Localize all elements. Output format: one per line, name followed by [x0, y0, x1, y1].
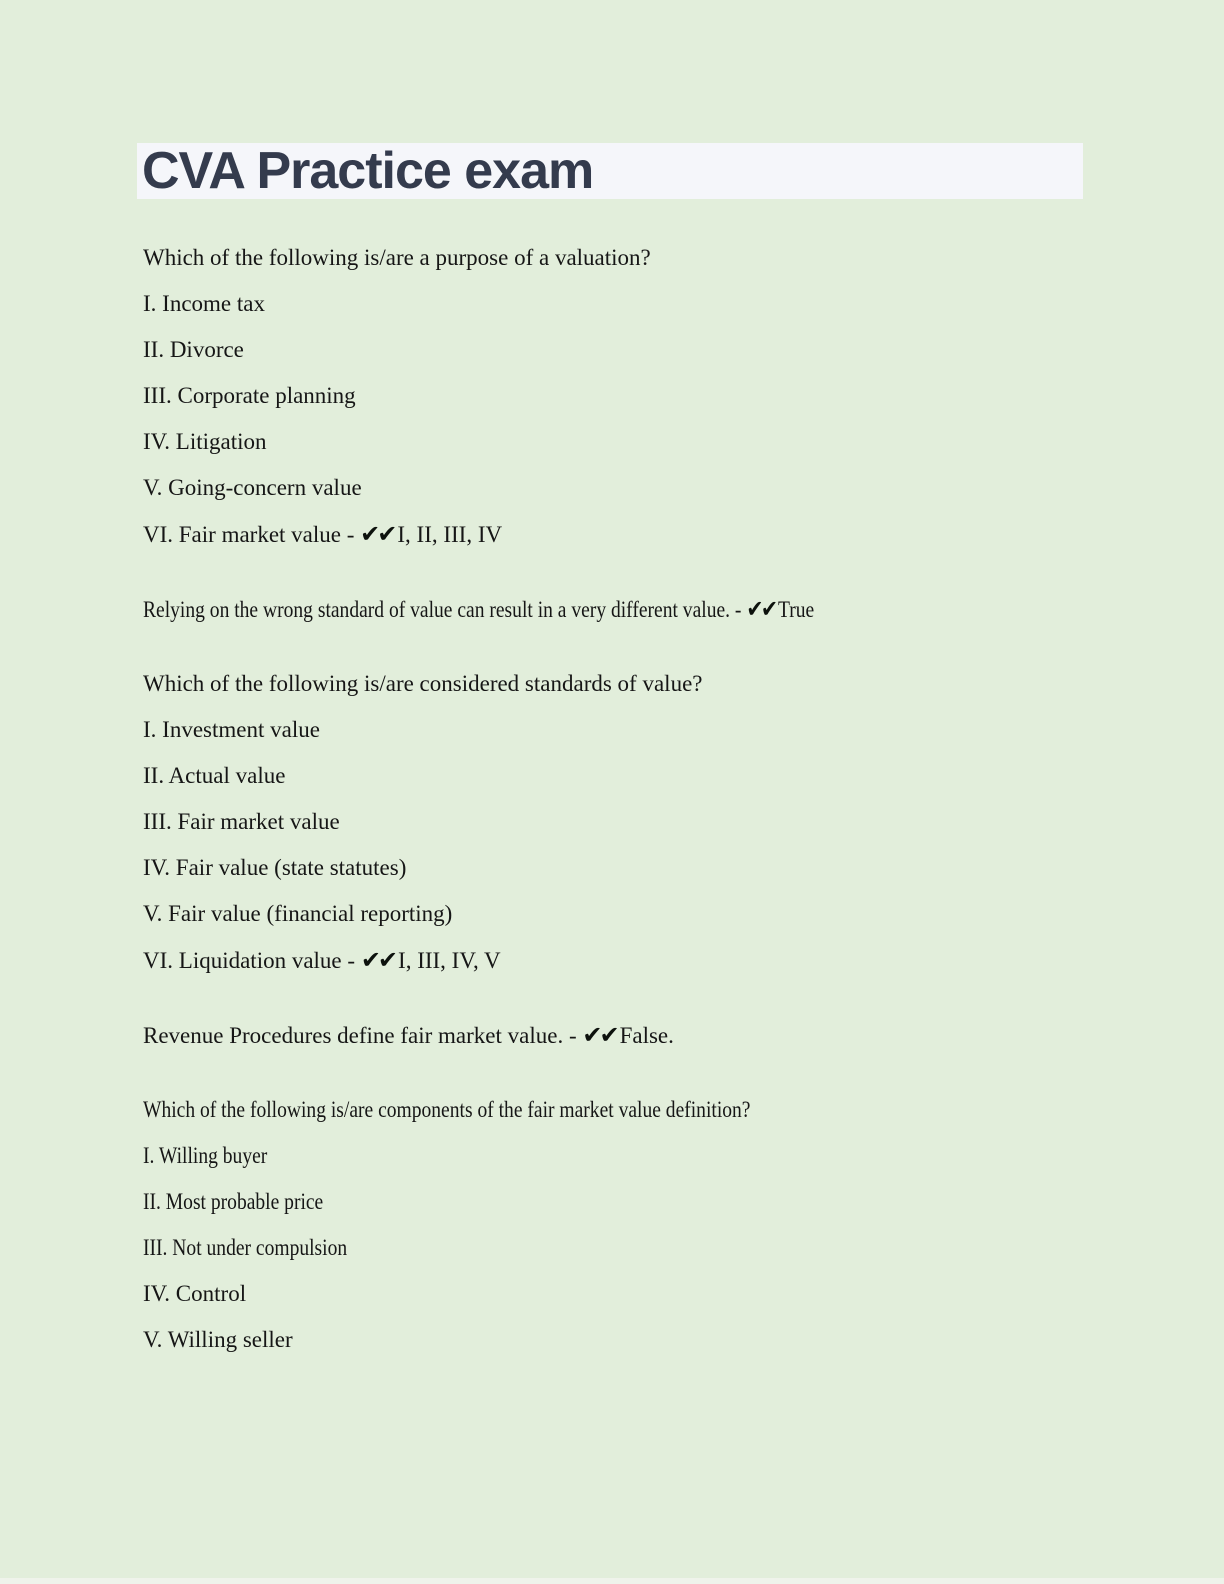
- line-text: I. Income tax: [143, 291, 265, 316]
- answer-option-line: [143, 595, 1010, 624]
- line-text: Relying on the wrong standard of value can result in a very different value. -: [143, 597, 747, 622]
- question-block: [143, 1021, 1163, 1050]
- line-text: VI. Fair market value -: [143, 522, 361, 547]
- line-text: III. Not under compulsion: [143, 1235, 348, 1260]
- answer-option-line: [143, 854, 1163, 882]
- line-text: VI. Liquidation value -: [143, 948, 361, 973]
- answer-option-line: [143, 1326, 1163, 1354]
- document-content: [143, 244, 1163, 1372]
- answer-option-line: [143, 900, 1163, 928]
- correct-answer-text: I, II, III, IV: [397, 522, 503, 547]
- answer-option-line: [143, 762, 1163, 790]
- double-checkmark-icon: ✔✔: [582, 1021, 617, 1049]
- page-bottom-edge: [0, 1578, 1224, 1584]
- question-prompt: [143, 670, 1163, 698]
- answer-option-line: [143, 428, 1163, 456]
- answer-option-line: [143, 1188, 1010, 1216]
- answer-option-line: [143, 808, 1163, 836]
- question-block: [143, 670, 1163, 975]
- correct-answer-text: True: [777, 597, 815, 622]
- line-text: IV. Control: [143, 1281, 247, 1306]
- line-text: Revenue Procedures define fair market value. -: [143, 1023, 583, 1048]
- question-block: [143, 1096, 1163, 1354]
- line-text: II. Actual value: [143, 763, 286, 788]
- double-checkmark-icon: ✔✔: [746, 595, 776, 623]
- line-text: II. Divorce: [143, 337, 244, 362]
- line-text: V. Willing seller: [143, 1327, 293, 1352]
- question-block: [143, 595, 1163, 624]
- line-text: V. Going-concern value: [143, 475, 362, 500]
- line-text: II. Most probable price: [143, 1189, 324, 1214]
- answer-option-line: [143, 1280, 1163, 1308]
- line-text: Which of the following is/are considered standards of value?: [143, 671, 703, 696]
- question-block: [143, 244, 1163, 549]
- answer-option-line: [143, 474, 1163, 502]
- page-title: CVA Practice exam: [142, 142, 594, 200]
- answer-option-line: [143, 520, 1163, 549]
- line-text: V. Fair value (financial reporting): [143, 901, 453, 926]
- line-text: IV. Litigation: [143, 429, 267, 454]
- correct-answer-text: I, III, IV, V: [398, 948, 501, 973]
- question-prompt: [143, 244, 1163, 272]
- double-checkmark-icon: ✔✔: [360, 946, 396, 974]
- title-bar: [137, 143, 1083, 199]
- correct-answer-text: False.: [619, 1023, 674, 1048]
- line-text: I. Investment value: [143, 717, 320, 742]
- answer-option-line: [143, 946, 1163, 975]
- answer-option-line: [143, 382, 1163, 410]
- line-text: III. Corporate planning: [143, 383, 356, 408]
- answer-option-line: [143, 290, 1163, 318]
- line-text: I. Willing buyer: [143, 1143, 268, 1168]
- answer-option-line: [143, 336, 1163, 364]
- answer-option-line: [143, 716, 1163, 744]
- answer-option-line: [143, 1234, 1010, 1262]
- double-checkmark-icon: ✔✔: [360, 520, 395, 548]
- answer-option-line: [143, 1021, 1163, 1050]
- line-text: Which of the following is/are a purpose of a valuation?: [143, 245, 651, 270]
- question-prompt: [143, 1096, 1010, 1124]
- answer-option-line: [143, 1142, 1010, 1170]
- line-text: III. Fair market value: [143, 809, 340, 834]
- line-text: Which of the following is/are components of the fair market value definition?: [143, 1097, 751, 1122]
- line-text: IV. Fair value (state statutes): [143, 855, 407, 880]
